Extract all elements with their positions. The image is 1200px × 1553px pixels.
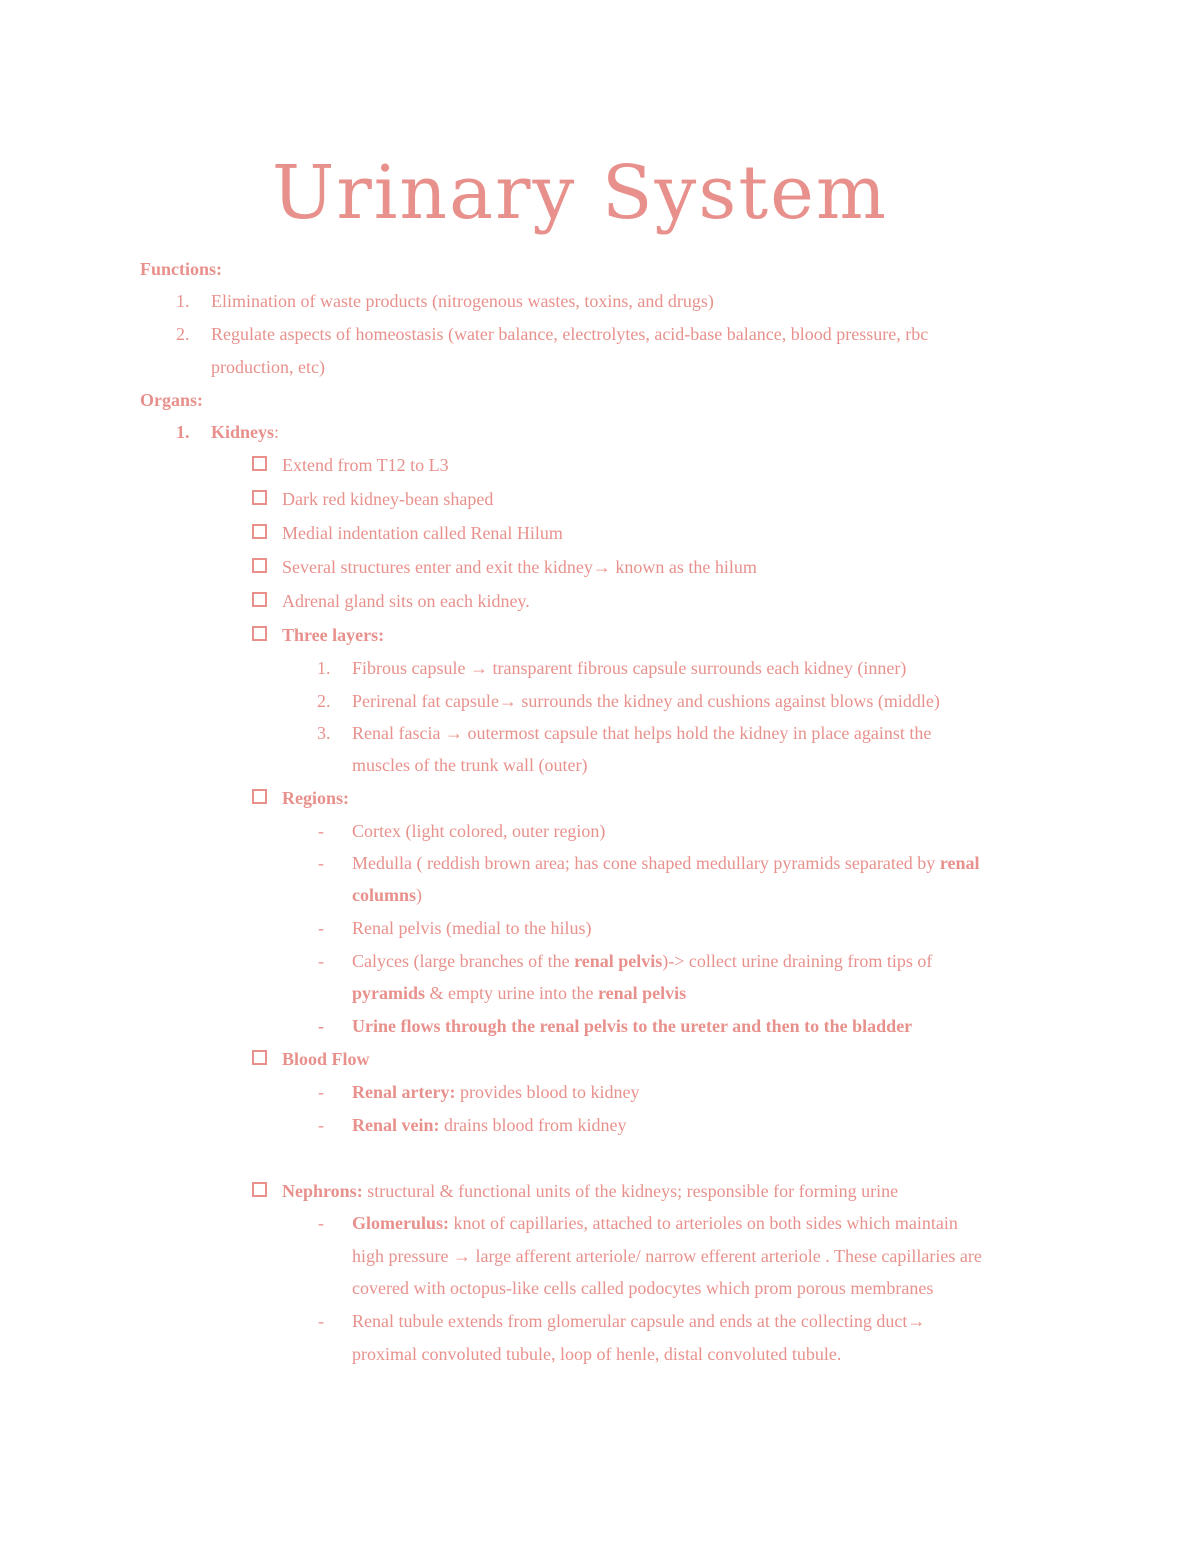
- checkbox[interactable]: [252, 490, 267, 505]
- calyces-text-2: )-> collect urine draining from tips of: [662, 951, 933, 971]
- list-number: 1.: [176, 422, 190, 442]
- list-number: 1.: [176, 291, 190, 311]
- nephron-item: [352, 1212, 958, 1234]
- nephron-item-continued: high pressure → large afferent arteriole/ narrow efferent arteriole . These capillaries are: [352, 1246, 982, 1266]
- kidneys-label: Kidneys: [211, 422, 275, 442]
- list-number: 2.: [176, 324, 190, 344]
- functions-heading: Functions:: [140, 259, 223, 279]
- bullet-dash: -: [318, 821, 324, 841]
- checkbox[interactable]: [252, 626, 267, 641]
- checkbox[interactable]: [252, 1050, 267, 1065]
- blood-flow-item: [352, 1114, 626, 1136]
- layer-item: Perirenal fat capsule→ surrounds the kidney and cushions against blows (middle): [352, 691, 940, 711]
- region-item: [352, 950, 932, 972]
- checkbox[interactable]: [252, 558, 267, 573]
- medulla-columns: columns: [352, 885, 417, 905]
- layer-item: Renal fascia → outermost capsule that helps hold the kidney in place against the: [352, 723, 932, 743]
- calyces-text: Calyces (large branches of the: [352, 951, 575, 971]
- checklist-item: Dark red kidney-bean shaped: [282, 489, 494, 509]
- list-number: 3.: [317, 723, 331, 743]
- checkbox[interactable]: [252, 789, 267, 804]
- checklist-item: Adrenal gland sits on each kidney.: [282, 591, 530, 611]
- page-title: Urinary System: [271, 150, 889, 236]
- region-item-continued: [352, 884, 422, 906]
- layer-item-continued: muscles of the trunk wall (outer): [352, 755, 588, 775]
- checkbox[interactable]: [252, 1182, 267, 1197]
- bullet-dash: -: [318, 1016, 324, 1036]
- medulla-text: Medulla ( reddish brown area; has cone shaped medullary pyramids separated by: [352, 853, 940, 873]
- nephron-item-continued: covered with octopus-like cells called podocytes which prom porous membranes: [352, 1278, 934, 1298]
- nephrons-label: Nephrons:: [282, 1181, 363, 1201]
- three-layers-heading: Three layers:: [282, 625, 385, 645]
- list-number: 1.: [317, 658, 331, 678]
- blood-flow-heading: Blood Flow: [282, 1049, 370, 1069]
- bullet-dash: -: [318, 1213, 324, 1233]
- bullet-dash: -: [318, 951, 324, 971]
- region-item: Urine flows through the renal pelvis to the ureter and then to the bladder: [352, 1016, 913, 1036]
- region-item: Renal pelvis (medial to the hilus): [352, 918, 592, 938]
- calyces-bold: renal pelvis: [574, 951, 663, 971]
- layer-item: Fibrous capsule → transparent fibrous capsule surrounds each kidney (inner): [352, 658, 907, 678]
- region-item-continued: [352, 982, 686, 1004]
- nephron-item-continued: proximal convoluted tubule, loop of henle, distal convoluted tubule.: [352, 1344, 842, 1364]
- renal-vein-text: drains blood from kidney: [439, 1115, 627, 1135]
- bullet-dash: -: [318, 1115, 324, 1135]
- renal-artery-text: provides blood to kidney: [455, 1082, 640, 1102]
- medulla-close: ): [416, 885, 423, 905]
- checkbox[interactable]: [252, 592, 267, 607]
- organs-heading: Organs:: [140, 390, 203, 410]
- bullet-dash: -: [318, 1311, 324, 1331]
- region-item: [352, 852, 979, 874]
- list-number: 2.: [317, 691, 331, 711]
- regions-heading: Regions:: [282, 788, 349, 808]
- glomerulus-text: knot of capillaries, attached to arterioles on both sides which maintain: [449, 1213, 958, 1233]
- renal-artery-label: Renal artery:: [352, 1082, 456, 1102]
- checkbox[interactable]: [252, 524, 267, 539]
- calyces-pyramids: pyramids: [352, 983, 426, 1003]
- function-item-continued: production, etc): [211, 357, 325, 377]
- function-item: Elimination of waste products (nitrogenous wastes, toxins, and drugs): [211, 291, 714, 311]
- kidneys-colon: :: [274, 422, 280, 442]
- checkbox[interactable]: [252, 456, 267, 471]
- nephron-item: Renal tubule extends from glomerular capsule and ends at the collecting duct→: [352, 1311, 926, 1331]
- bullet-dash: -: [318, 1082, 324, 1102]
- nephrons-text: structural & functional units of the kidneys; responsible for forming urine: [362, 1181, 899, 1201]
- kidneys-heading: [211, 421, 279, 443]
- renal-vein-label: Renal vein:: [352, 1115, 440, 1135]
- checklist-item: Extend from T12 to L3: [282, 455, 449, 475]
- bullet-dash: -: [318, 853, 324, 873]
- bullet-dash: -: [318, 918, 324, 938]
- calyces-text-3: & empty urine into the: [425, 983, 598, 1003]
- checklist-item: Medial indentation called Renal Hilum: [282, 523, 563, 543]
- region-item: Cortex (light colored, outer region): [352, 821, 606, 841]
- calyces-pelvis: renal pelvis: [597, 983, 687, 1003]
- glomerulus-label: Glomerulus:: [352, 1213, 449, 1233]
- blood-flow-item: [352, 1081, 639, 1103]
- function-item: Regulate aspects of homeostasis (water balance, electrolytes, acid-base balance, blood pressure, rbc: [211, 324, 929, 344]
- checklist-item: Several structures enter and exit the kidney→ known as the hilum: [282, 557, 757, 577]
- medulla-bold: renal: [939, 853, 980, 873]
- nephrons-item: [282, 1180, 898, 1202]
